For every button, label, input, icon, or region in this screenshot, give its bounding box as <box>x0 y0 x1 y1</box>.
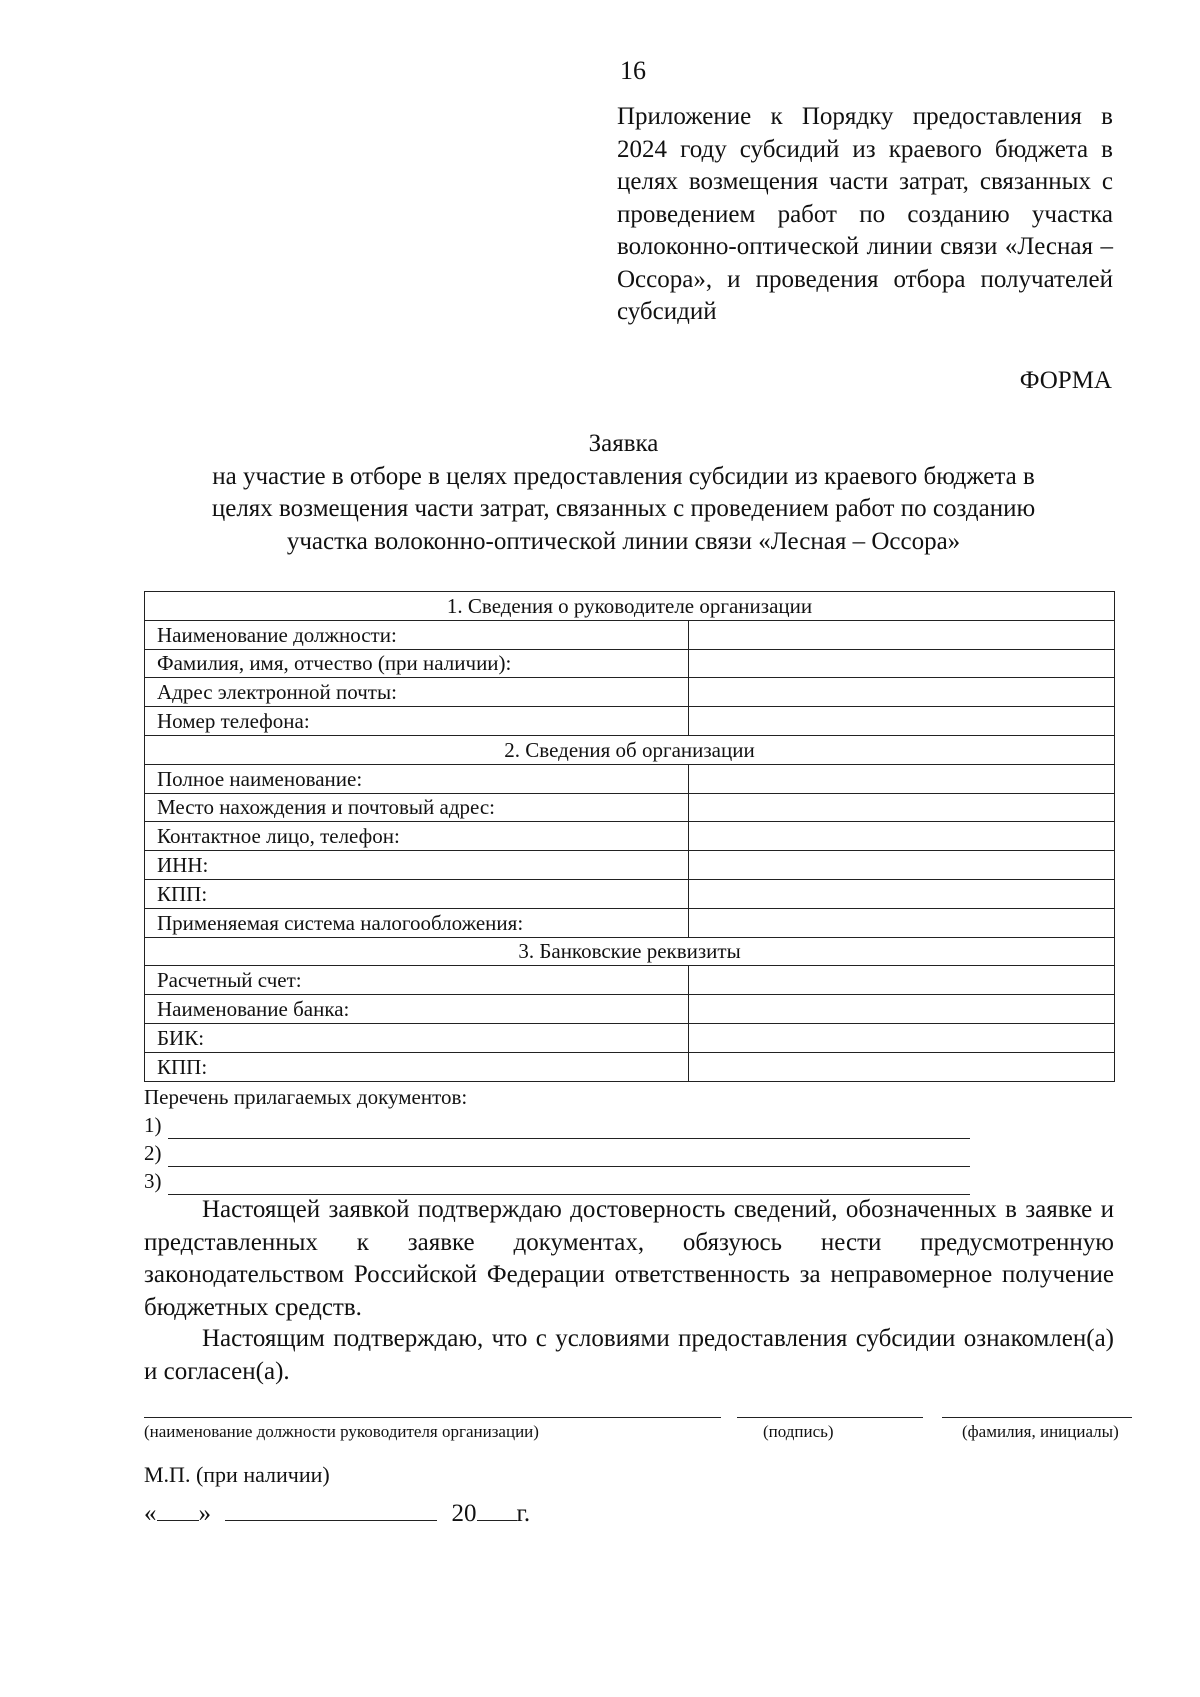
table-row <box>145 620 1115 649</box>
table-row <box>145 1023 1115 1052</box>
section-header-row <box>145 592 1115 621</box>
stamp-note: М.П. (при наличии) <box>144 1462 330 1487</box>
table-row <box>145 1052 1115 1081</box>
title-line-1: Заявка <box>588 430 659 457</box>
table-row <box>145 995 1115 1024</box>
confirmation-paragraph-1 <box>144 1194 1114 1324</box>
field-label: Контактное лицо, телефон: <box>145 822 689 851</box>
field-label: Применяемая система налогообложения: <box>145 908 689 937</box>
title-line-2: на участие в отборе в целях предоставления субсидии из краевого бюджета в <box>212 462 1035 490</box>
document-blank-line[interactable] <box>168 1145 970 1167</box>
field-value-cell[interactable] <box>689 764 1115 793</box>
field-value-cell[interactable] <box>689 1023 1115 1052</box>
field-value-cell[interactable] <box>689 649 1115 678</box>
section-title: 2. Сведения об организации <box>145 735 1115 764</box>
table-row <box>145 966 1115 995</box>
form-label: ФОРМА <box>1019 367 1112 394</box>
field-label: ИНН: <box>145 851 689 880</box>
date-open-quote: « <box>144 1500 157 1527</box>
name-signature-line[interactable] <box>942 1417 1132 1418</box>
field-label: Полное наименование: <box>145 764 689 793</box>
section-title: 3. Банковские реквизиты <box>145 937 1115 966</box>
field-label: Наименование банка: <box>145 995 689 1024</box>
table-row <box>145 851 1115 880</box>
confirmation-text-1: Настоящей заявкой подтверждаю достоверность сведений, обозначенных в заявке и представленных к заявке документах, обязуюсь нести предусмотренную законодательством Российской Федерации ответственность за неправомерное получение бюджетных средств. <box>144 1196 1114 1321</box>
application-title <box>148 428 1099 558</box>
field-value-cell[interactable] <box>689 966 1115 995</box>
table-row <box>145 764 1115 793</box>
signature-line[interactable] <box>737 1417 923 1418</box>
table-row <box>145 678 1115 707</box>
document-item-3[interactable] <box>144 1167 970 1195</box>
field-value-cell[interactable] <box>689 822 1115 851</box>
signature-caption: (подпись) <box>763 1422 834 1441</box>
title-line-4: участка волоконно-оптической линии связи «Лесная – Оссора» <box>286 527 961 555</box>
field-label: КПП: <box>145 879 689 908</box>
field-value-cell[interactable] <box>689 851 1115 880</box>
section-header-row <box>145 735 1115 764</box>
documents-heading: Перечень прилагаемых документов: <box>144 1085 468 1109</box>
date-year-prefix: 20 <box>451 1500 477 1527</box>
position-caption: (наименование должности руководителя организации) <box>144 1422 539 1441</box>
field-label: Фамилия, имя, отчество (при наличии): <box>145 649 689 678</box>
table-row <box>145 793 1115 822</box>
title-line-3: целях возмещения части затрат, связанных с проведением работ по созданию <box>211 495 1036 522</box>
field-value-cell[interactable] <box>689 995 1115 1024</box>
section-header-row <box>145 937 1115 966</box>
document-item-2[interactable] <box>144 1139 970 1167</box>
date-day-blank[interactable] <box>157 1496 199 1521</box>
field-value-cell[interactable] <box>689 879 1115 908</box>
page-number: 16 <box>620 56 646 85</box>
document-blank-line[interactable] <box>168 1173 970 1195</box>
table-row <box>145 879 1115 908</box>
field-label: Номер телефона: <box>145 707 689 736</box>
name-caption: (фамилия, инициалы) <box>962 1422 1119 1441</box>
date-line <box>144 1496 530 1530</box>
document-blank-line[interactable] <box>168 1117 970 1139</box>
field-value-cell[interactable] <box>689 908 1115 937</box>
table-row <box>145 707 1115 736</box>
field-label: КПП: <box>145 1052 689 1081</box>
document-item-number: 2) <box>144 1141 162 1165</box>
position-signature-line[interactable] <box>144 1417 721 1418</box>
table-row <box>145 822 1115 851</box>
confirmation-text-2: Настоящим подтверждаю, что с условиями предоставления субсидии ознакомлен(а) и согласен(а). <box>144 1325 1114 1385</box>
date-close-quote: » <box>198 1500 211 1527</box>
field-value-cell[interactable] <box>689 793 1115 822</box>
document-item-number: 3) <box>144 1169 162 1193</box>
appendix-note: Приложение к Порядку предоставления в 2024 году субсидий из краевого бюджета в целях возмещения части затрат, связанных с проведением работ по созданию участка волоконно-оптической линии связи «Лесная – Оссора», и проведения отбора получателей субсидий <box>617 103 1113 325</box>
field-label: Расчетный счет: <box>145 966 689 995</box>
field-label: БИК: <box>145 1023 689 1052</box>
field-label: Наименование должности: <box>145 620 689 649</box>
application-form-table <box>144 591 1115 1082</box>
confirmation-paragraph-2 <box>144 1323 1114 1388</box>
document-item-number: 1) <box>144 1113 162 1137</box>
table-row <box>145 649 1115 678</box>
field-label: Адрес электронной почты: <box>145 678 689 707</box>
attached-documents <box>144 1083 970 1195</box>
date-year-suffix: г. <box>516 1500 531 1527</box>
date-year-blank[interactable] <box>477 1496 517 1521</box>
table-row <box>145 908 1115 937</box>
section-title: 1. Сведения о руководителе организации <box>145 592 1115 621</box>
field-label: Место нахождения и почтовый адрес: <box>145 793 689 822</box>
field-value-cell[interactable] <box>689 678 1115 707</box>
field-value-cell[interactable] <box>689 707 1115 736</box>
field-value-cell[interactable] <box>689 1052 1115 1081</box>
field-value-cell[interactable] <box>689 620 1115 649</box>
date-month-blank[interactable] <box>225 1496 437 1521</box>
document-item-1[interactable] <box>144 1111 970 1139</box>
